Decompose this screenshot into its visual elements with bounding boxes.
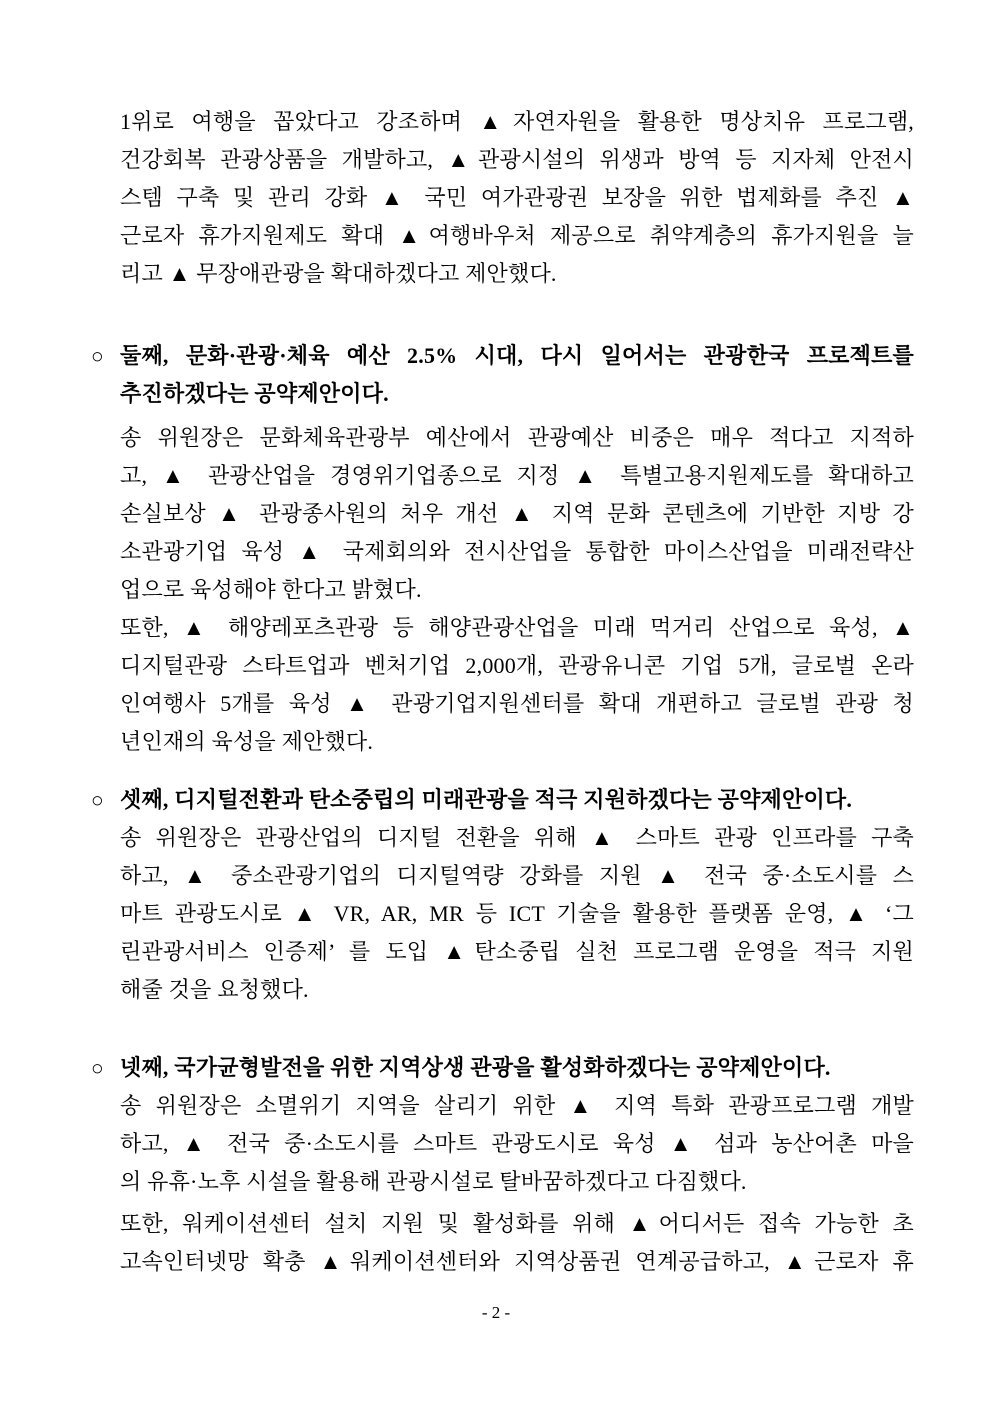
text-line: 해줄 것을 요청했다. bbox=[120, 977, 309, 1002]
text-line: 고속인터넷망 확충 ▲워케이션센터와 지역상품권 연계공급하고, ▲근로자 휴 bbox=[120, 1249, 914, 1274]
text-line: 소관광기업 육성 ▲ 국제회의와 전시산업을 통합한 마이스산업을 미래전략산 bbox=[120, 539, 914, 564]
text-line: 마트 관광도시로 ▲ VR, AR, MR 등 ICT 기술을 활용한 플랫폼 운영, ▲ ‘그 bbox=[120, 901, 914, 926]
text-line: 린관광서비스 인증제’ 를 도입 ▲탄소중립 실천 프로그램 운영을 적극 지원 bbox=[120, 939, 914, 964]
heading-line: 둘째, 문화·관광·체육 예산 2.5% 시대, 다시 일어서는 관광한국 프로젝트를 bbox=[120, 343, 914, 368]
heading-line: 셋째, 디지털전환과 탄소중립의 미래관광을 적극 지원하겠다는 공약제안이다. bbox=[120, 787, 853, 812]
text-line: 리고 ▲ 무장애관광을 확대하겠다고 제안했다. bbox=[120, 261, 557, 286]
paragraph-budget bbox=[120, 419, 914, 609]
text-line: 또한, ▲ 해양레포츠관광 등 해양관광산업을 미래 먹거리 산업으로 육성, ▲ bbox=[120, 615, 914, 640]
text-line: 스템 구축 및 관리 강화 ▲ 국민 여가관광권 보장을 위한 법제화를 추진 ▲ bbox=[120, 185, 914, 210]
heading-line: 넷째, 국가균형발전을 위한 지역상생 관광을 활성화하겠다는 공약제안이다. bbox=[120, 1055, 831, 1080]
page-number: - 2 - bbox=[481, 1303, 511, 1322]
paragraph-digital bbox=[120, 819, 914, 1009]
text-line: 1위로 여행을 꼽았다고 강조하며 ▲자연자원을 활용한 명상치유 프로그램, bbox=[120, 109, 914, 134]
text-line: 송 위원장은 관광산업의 디지털 전환을 위해 ▲ 스마트 관광 인프라를 구축 bbox=[120, 825, 914, 850]
text-line: 근로자 휴가지원제도 확대 ▲여행바우처 제공으로 취약계층의 휴가지원을 늘 bbox=[120, 223, 914, 248]
section-heading-second bbox=[91, 337, 914, 413]
text-line: 송 위원장은 문화체육관광부 예산에서 관광예산 비중은 매우 적다고 지적하 bbox=[120, 425, 914, 450]
text-line: 의 유휴·노후 시설을 활용해 관광시설로 탈바꿈하겠다고 다짐했다. bbox=[120, 1169, 747, 1194]
text-line: 또한, 워케이션센터 설치 지원 및 활성화를 위해 ▲어디서든 접속 가능한 초 bbox=[120, 1211, 914, 1236]
paragraph-industry bbox=[120, 609, 914, 761]
paragraph-workation bbox=[120, 1205, 914, 1281]
text-line: 디지털관광 스타트업과 벤처기업 2,000개, 관광유니콘 기업 5개, 글로벌 온라 bbox=[120, 653, 914, 678]
text-line: 송 위원장은 소멸위기 지역을 살리기 위한 ▲ 지역 특화 관광프로그램 개발 bbox=[120, 1093, 914, 1118]
section-heading-fourth bbox=[91, 1049, 914, 1087]
text-line: 년인재의 육성을 제안했다. bbox=[120, 729, 374, 754]
intro-paragraph bbox=[120, 103, 914, 293]
circle-bullet-icon: ○ bbox=[91, 344, 104, 368]
circle-bullet-icon: ○ bbox=[91, 1056, 104, 1080]
text-line: 건강회복 관광상품을 개발하고, ▲관광시설의 위생과 방역 등 지자체 안전시 bbox=[120, 147, 914, 172]
text-line: 하고, ▲ 중소관광기업의 디지털역량 강화를 지원 ▲ 전국 중·소도시를 스 bbox=[120, 863, 914, 888]
text-line: 인여행사 5개를 육성 ▲ 관광기업지원센터를 확대 개편하고 글로벌 관광 청 bbox=[120, 691, 914, 716]
text-line: 하고, ▲ 전국 중·소도시를 스마트 관광도시로 육성 ▲ 섬과 농산어촌 마을 bbox=[120, 1131, 914, 1156]
document-body bbox=[91, 103, 914, 1281]
circle-bullet-icon: ○ bbox=[91, 788, 104, 812]
text-line: 업으로 육성해야 한다고 밝혔다. bbox=[120, 577, 422, 602]
section-heading-third bbox=[91, 781, 914, 819]
text-line: 고, ▲ 관광산업을 경영위기업종으로 지정 ▲ 특별고용지원제도를 확대하고 bbox=[120, 463, 914, 488]
heading-line: 추진하겠다는 공약제안이다. bbox=[120, 381, 389, 406]
text-line: 손실보상 ▲ 관광종사원의 처우 개선 ▲ 지역 문화 콘텐츠에 기반한 지방 강 bbox=[120, 501, 914, 526]
paragraph-region bbox=[120, 1087, 914, 1201]
